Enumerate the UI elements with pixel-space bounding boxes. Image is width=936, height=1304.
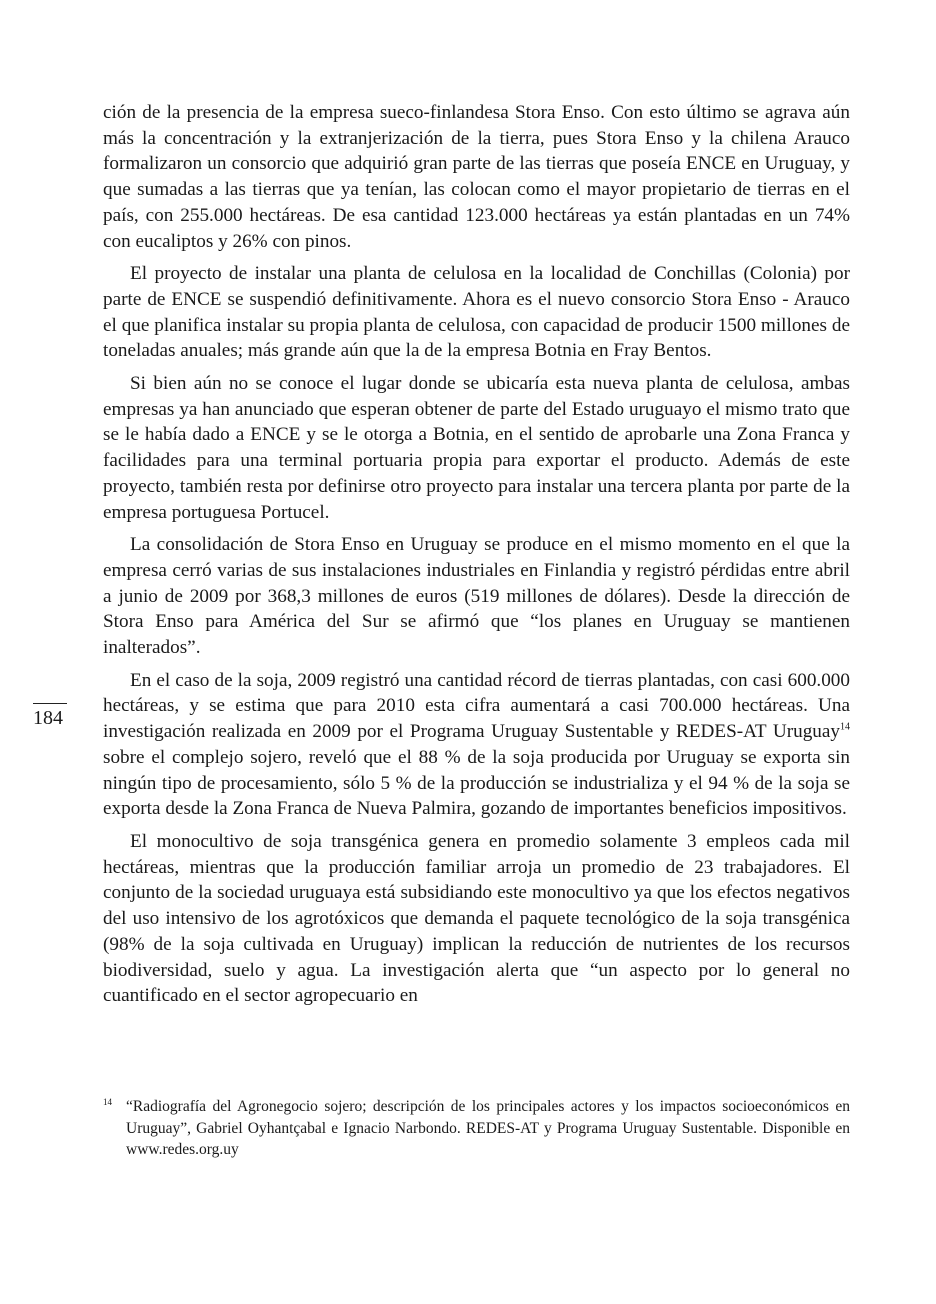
paragraph-soja-text-after: sobre el complejo sojero, reveló que el 88 % de la soja producida por Uruguay se exporta sin ningún tipo de procesamiento, sólo 5 % de la producción se industrializa y el 94 % de la soja se exporta desde la Zona Franca de Nueva Palmira, gozando de importantes beneficios impositivos. <box>103 746 850 820</box>
footnote-number: 14 <box>103 1097 112 1107</box>
page-number-rule <box>33 703 67 704</box>
paragraph-conchillas: El proyecto de instalar una planta de celulosa en la localidad de Conchillas (Colonia) por parte de ENCE se suspendió definitivamente. Ahora es el nuevo consorcio Stora Enso - Arauco el que planifica instalar su propia planta de celulosa, con capacidad de producir 1500 millones de toneladas anuales; más grande aún que la de la empresa Botnia en Fray Bentos. <box>103 263 850 362</box>
body-text <box>103 100 850 1016</box>
footnote-text: “Radiografía del Agronegocio sojero; descripción de los principales actores y los impactos socioeconómicos en Uruguay”, Gabriel Oyhantçabal e Ignacio Narbondo. REDES-AT y Programa Uruguay Sustentable. Disponible en www.redes.org.uy <box>126 1098 850 1158</box>
paragraph-soja <box>103 668 850 822</box>
paragraph-nueva-planta: Si bien aún no se conoce el lugar donde se ubicaría esta nueva planta de celulosa, ambas empresas ya han anunciado que esperan obtener de parte del Estado uruguayo el mismo trato que se le había dado a ENCE y se le otorga a Botnia, en el sentido de aprobarle una Zona Franca y facilidades para una terminal portuaria propia para exportar el producto. Además de este proyecto, también resta por definirse otro proyecto para instalar una tercera planta por parte de la empresa portuguesa Portucel. <box>103 373 850 523</box>
paragraph-monocultivo: El monocultivo de soja transgénica genera en promedio solamente 3 empleos cada mil hectáreas, mientras que la producción familiar arroja un promedio de 23 trabajadores. El conjunto de la sociedad uruguaya está subsidiando este monocultivo ya que los efectos negativos del uso intensivo de los agrotóxicos que demanda el paquete tecnológico de la soja transgénica (98% de la soja cultivada en Uruguay) implican la reducción de nutrientes de los recursos biodiversidad, suelo y agua. La investigación alerta que “un aspecto por lo general no cuantificado en el sector agropecuario en <box>103 830 850 1007</box>
paragraph-stora-enso-intro: ción de la presencia de la empresa sueco-finlandesa Stora Enso. Con esto último se agrava aún más la concentración y la extranjerización de la tierra, pues Stora Enso y la chilena Arauco formalizaron un consorcio que adquirió gran parte de las tierras que poseía ENCE en Uruguay, y que sumadas a las tierras que ya tenían, las colocan como el mayor propietario de tierras en el país, con 255.000 hectáreas. De esa cantidad 123.000 hectáreas ya están plantadas en un 74% con eucaliptos y 26% con pinos. <box>103 102 850 252</box>
page-number: 184 <box>33 707 63 729</box>
paragraph-consolidacion: La consolidación de Stora Enso en Uruguay se produce en el mismo momento en el que la empresa cerró varias de sus instalaciones industriales en Finlandia y registró pérdidas entre abril a junio de 2009 por 368,3 millones de euros (519 millones de dólares). Desde la dirección de Stora Enso para América del Sur se afirmó que “los planes en Uruguay se mantienen inalterados”. <box>103 534 850 659</box>
paragraph-soja-text-before: En el caso de la soja, 2009 registró una cantidad récord de tierras plantadas, con casi 600.000 hectáreas, y se estima que para 2010 esta cifra aumentará a casi 700.000 hectáreas. Una investigación realizada en 2009 por el Programa Uruguay Sustentable y REDES-AT Uruguay <box>103 669 850 743</box>
footnote <box>103 1096 850 1161</box>
footnote-reference: 14 <box>840 721 850 733</box>
